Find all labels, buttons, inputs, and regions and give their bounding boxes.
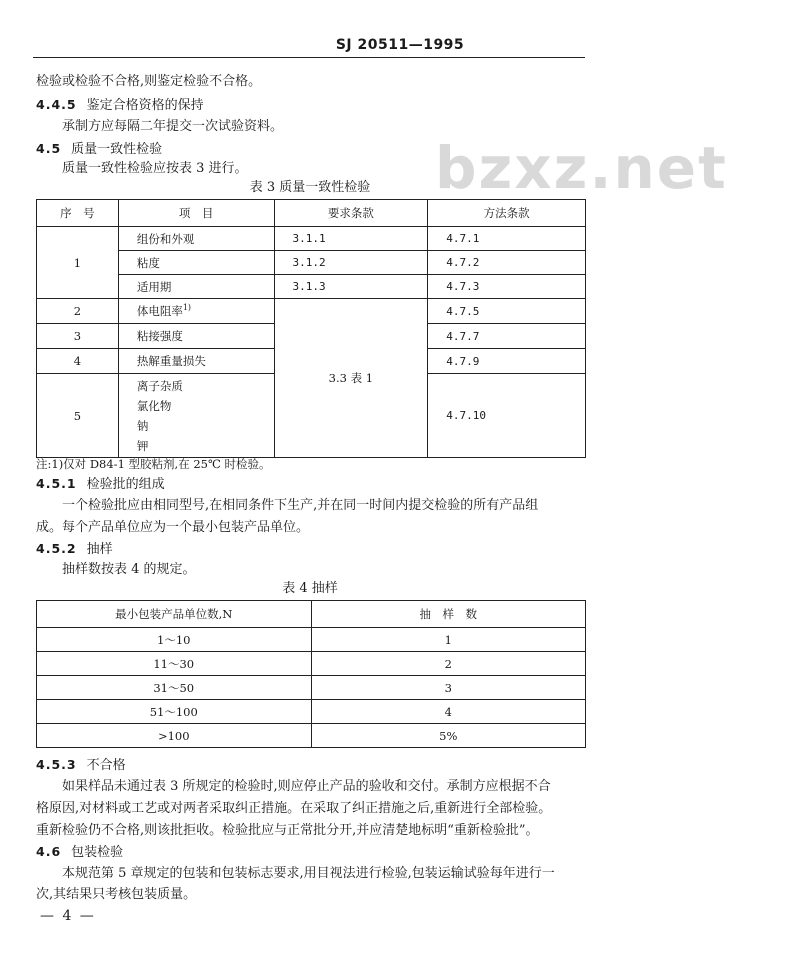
method-cell: 4.7.2: [428, 251, 586, 275]
item-text: 氯化物: [136, 398, 172, 413]
lot-size-cell: 51～100: [37, 700, 312, 724]
lot-size-cell: >100: [37, 724, 312, 748]
text-line: 一个检验批应由相同型号,在相同条件下生产,并在同一时间内提交检验的所有产品组: [62, 498, 539, 513]
column-header: 最小包装产品单位数,N: [37, 601, 312, 628]
table-footnote: 注:1)仅对 D84-1 型胶粘剂,在 25℃ 时检验。: [36, 457, 271, 471]
method-cell: 4.7.7: [428, 324, 586, 349]
text-line: 如果样品未通过表 3 所规定的检验时,则应停止产品的验收和交付。承制方应根据不合: [62, 779, 551, 794]
lot-size-cell: 31～50: [37, 676, 312, 700]
method-cell: 4.7.1: [428, 227, 586, 251]
req-cell: 3.1.2: [274, 251, 428, 275]
sample-size-cell: 2: [311, 652, 586, 676]
section-number: 4.5.2: [36, 541, 77, 556]
text-line: 本规范第 5 章规定的包装和包装标志要求,用目视法进行检验,包装运输试验每年进行一: [62, 866, 555, 881]
section-number: 4.4.5: [36, 97, 77, 112]
item-cell: 粘接强度: [118, 324, 274, 349]
column-header: 项 目: [118, 200, 274, 227]
req-cell: 3.1.3: [274, 275, 428, 299]
table-caption: 表 3 质量一致性检验: [249, 180, 371, 195]
lot-size-cell: 11～30: [37, 652, 312, 676]
text-line: 抽样数按表 4 的规定。: [62, 562, 196, 577]
seq-cell: 4: [37, 349, 119, 374]
seq-cell: 5: [37, 374, 119, 458]
item-cell: 粘度: [118, 251, 274, 275]
table-caption: 表 4 抽样: [282, 581, 338, 596]
text-line: 检验或检验不合格,则鉴定检验不合格。: [36, 74, 262, 89]
header-rule: [33, 57, 585, 58]
section-title: 包装检验: [71, 845, 124, 860]
section-title: 抽样: [86, 542, 113, 557]
item-cell: 组份和外观: [118, 227, 274, 251]
text-line: 重新检验仍不合格,则该批拒收。检验批应与正常批分开,并应清楚地标明“重新检验批”。: [36, 823, 539, 838]
column-header: 方法条款: [428, 200, 586, 227]
section-number: 4.5.3: [36, 757, 77, 772]
item-text: 钠: [136, 418, 149, 433]
page-number: — 4 —: [40, 908, 96, 924]
item-text: 离子杂质: [136, 378, 183, 393]
seq-cell: 3: [37, 324, 119, 349]
method-cell: 4.7.5: [428, 299, 586, 324]
section-heading: [36, 475, 165, 494]
method-cell: 4.7.10: [428, 374, 586, 458]
method-cell: 4.7.9: [428, 349, 586, 374]
section-title: 不合格: [86, 758, 126, 773]
column-header: 抽 样 数: [311, 601, 586, 628]
item-cell: [118, 374, 274, 458]
item-cell: 热解重量损失: [118, 349, 274, 374]
text-line: 次,其结果只考核包装质量。: [36, 887, 197, 902]
seq-cell: 2: [37, 299, 119, 324]
section-number: 4.5: [36, 141, 62, 156]
section-heading: [36, 140, 162, 159]
standard-code: SJ 20511—1995: [335, 37, 465, 53]
column-header: 序 号: [37, 200, 119, 227]
section-number: 4.5.1: [36, 476, 77, 491]
text-line: 承制方应每隔二年提交一次试验资料。: [62, 119, 284, 134]
req-cell: 3.1.1: [274, 227, 428, 251]
item-text: 钾: [136, 438, 149, 453]
section-heading: [36, 756, 126, 775]
seq-cell: 1: [37, 227, 119, 299]
section-heading: [36, 96, 204, 115]
quality-conformance-table: [36, 199, 586, 458]
sample-size-cell: 1: [311, 628, 586, 652]
item-cell: 适用期: [118, 275, 274, 299]
column-header: 要求条款: [274, 200, 428, 227]
sample-size-cell: 5%: [311, 724, 586, 748]
watermark: bzxz.net: [435, 134, 728, 202]
sample-size-cell: 3: [311, 676, 586, 700]
lot-size-cell: 1～10: [37, 628, 312, 652]
section-heading: [36, 540, 113, 559]
section-title: 鉴定合格资格的保持: [86, 98, 204, 113]
section-heading: [36, 843, 123, 862]
section-number: 4.6: [36, 844, 62, 859]
method-cell: 4.7.3: [428, 275, 586, 299]
sample-size-cell: 4: [311, 700, 586, 724]
item-cell: [118, 299, 274, 324]
section-title: 质量一致性检验: [71, 142, 163, 157]
section-title: 检验批的组成: [86, 477, 165, 492]
sampling-table: [36, 600, 586, 748]
text-line: 质量一致性检验应按表 3 进行。: [62, 161, 248, 176]
text-line: 格原因,对材料或工艺或对两者采取纠正措施。在采取了纠正措施之后,重新进行全部检验。: [36, 801, 552, 816]
footnote-marker: 1): [182, 303, 192, 313]
item-text: 体电阻率: [136, 304, 183, 318]
text-line: 成。每个产品单位应为一个最小包装产品单位。: [36, 520, 310, 535]
merged-req-cell: 3.3 表 1: [274, 299, 428, 458]
